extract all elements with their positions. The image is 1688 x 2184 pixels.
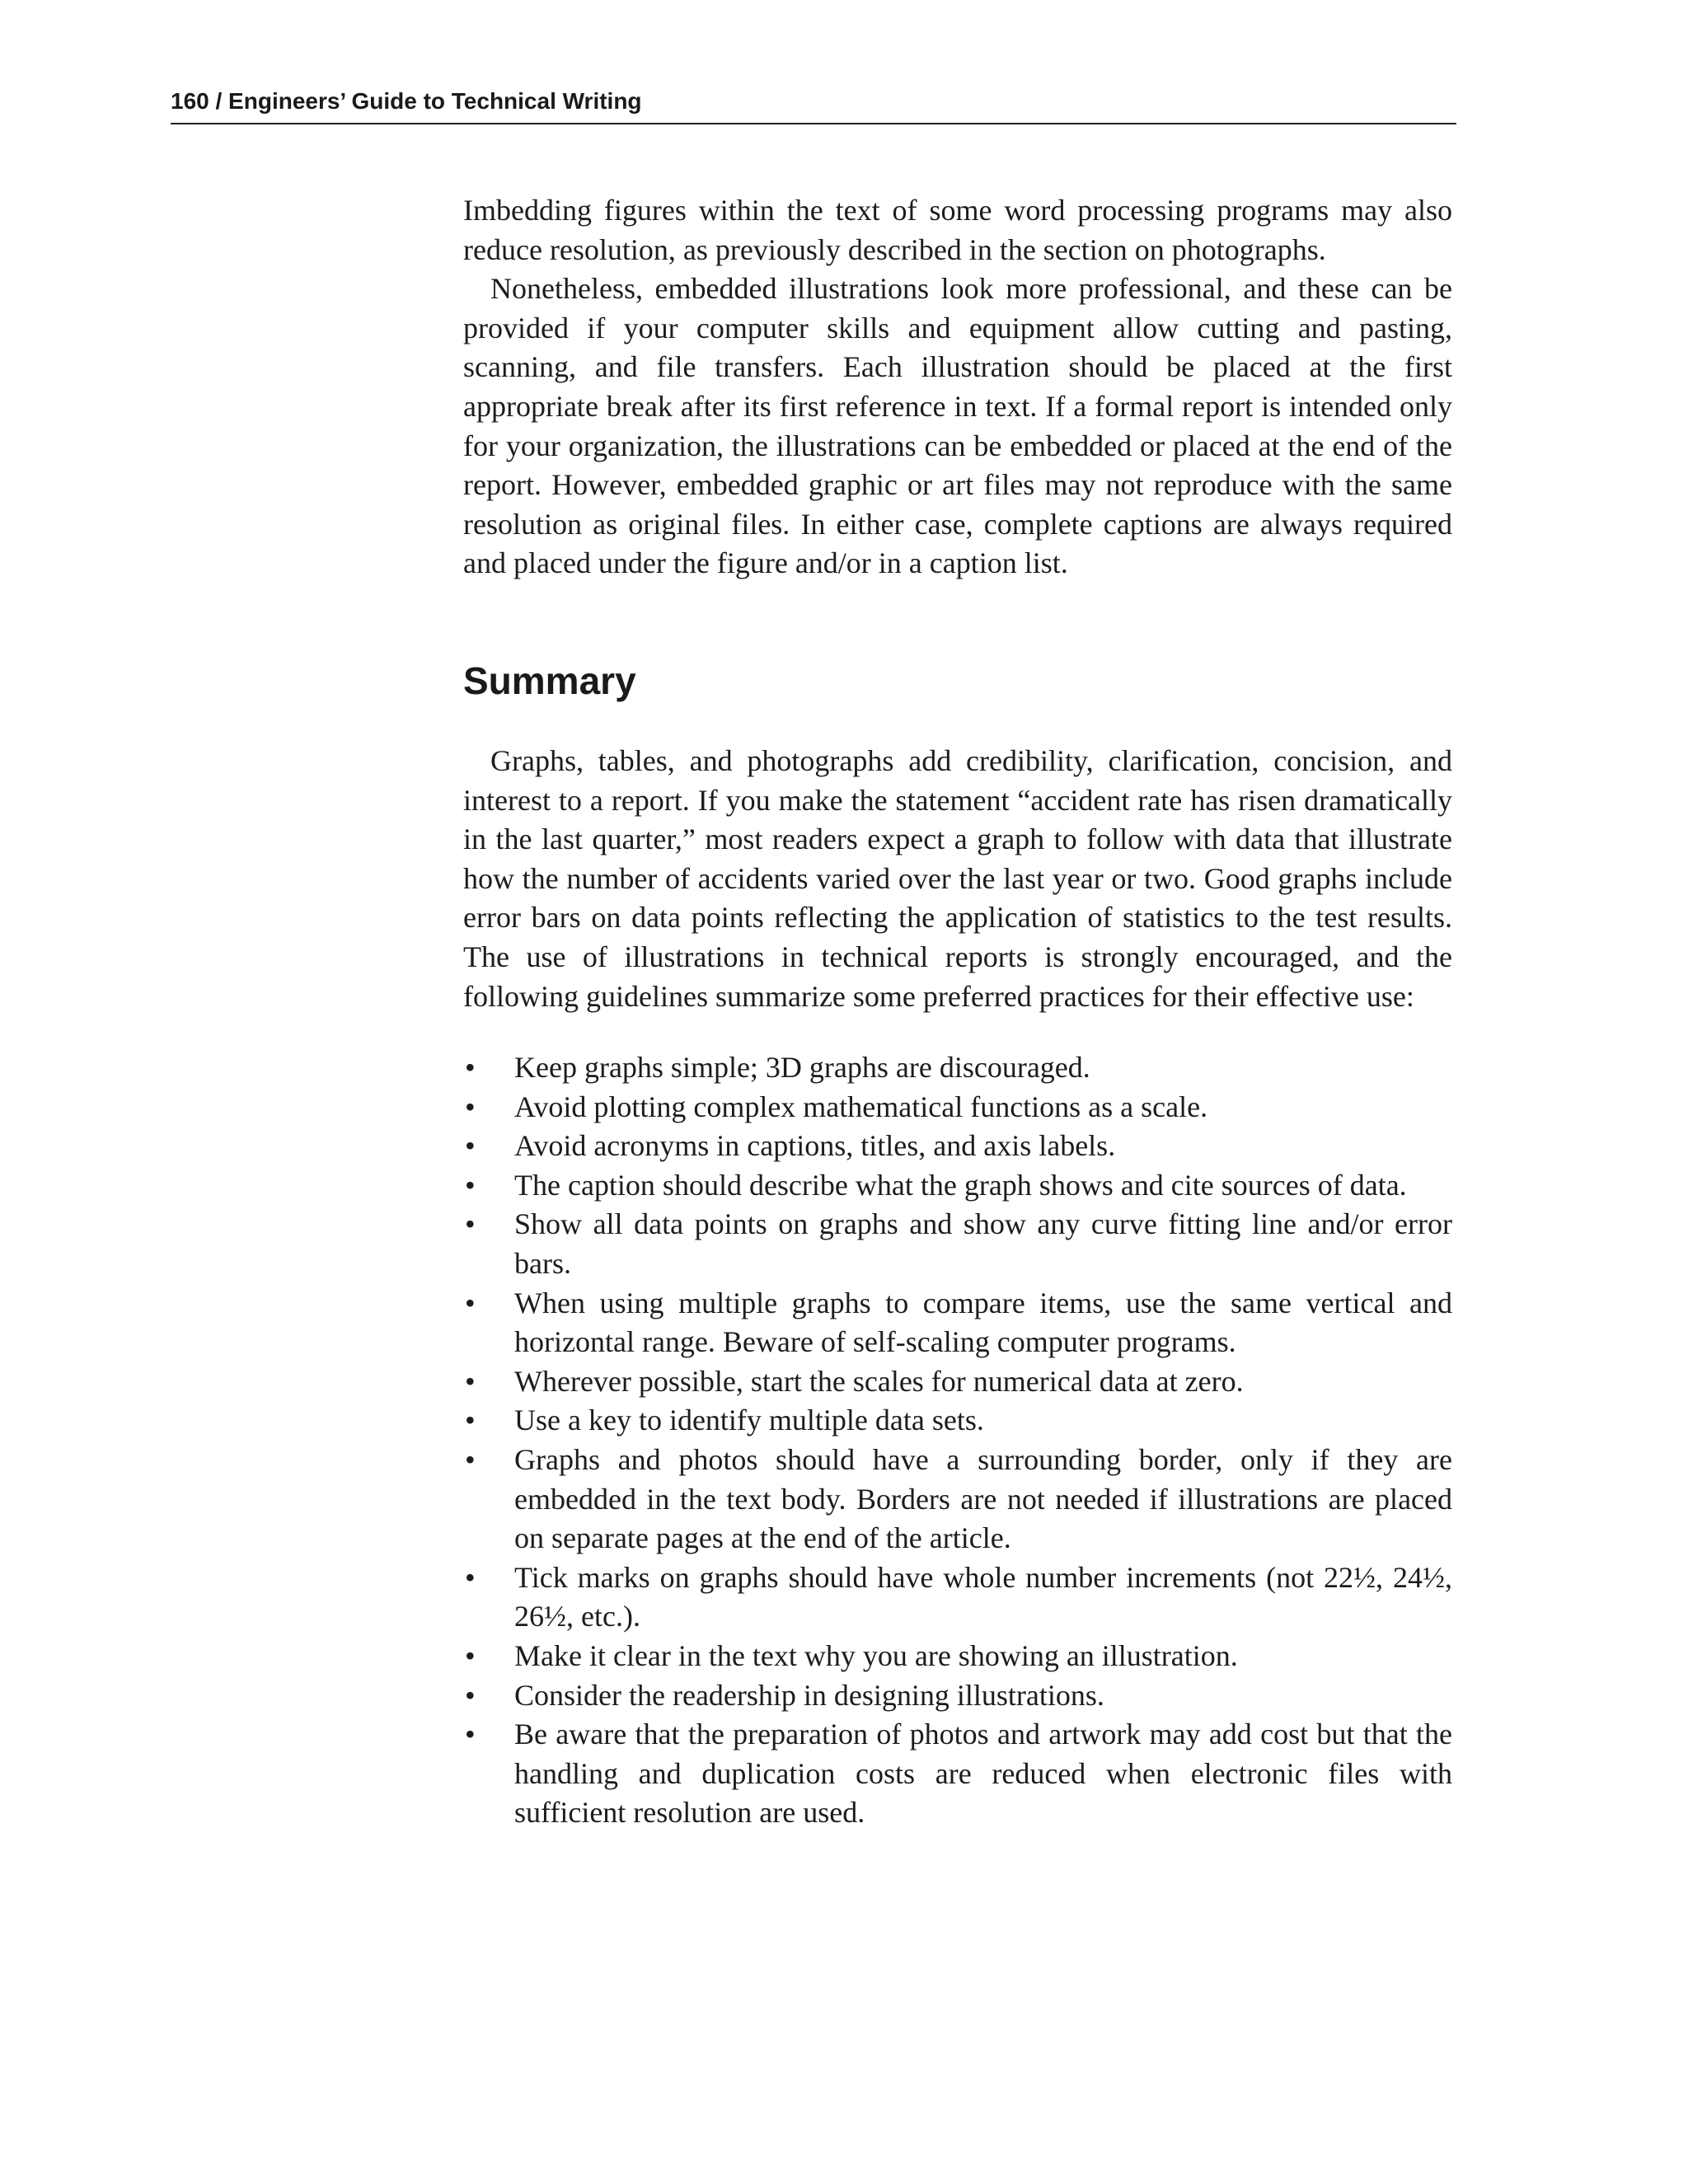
list-item (463, 1441, 1452, 1558)
list-item (463, 1362, 1452, 1402)
list-item (463, 1166, 1452, 1206)
bullet-icon: • (465, 1129, 476, 1163)
list-item-text: Avoid acronyms in captions, titles, and axis labels. (514, 1129, 1116, 1163)
list-item (463, 1048, 1452, 1088)
running-head (171, 85, 1456, 124)
body-paragraph-2: Nonetheless, embedded illustrations look more professional, and these can be provided if your computer skills and equipment allow cutting and pasting, scanning, and file transfers. Each illustration should be placed at the first appropriate break after its first reference in text. If a formal report is intended only for your organization, the illustrations can be embedded or placed at the end of the report. However, embedded graphic or art files may not reproduce with the same resolution as original files. In either case, complete captions are always required and placed under the figure and/or in a caption list. (463, 272, 1452, 580)
bullet-icon: • (465, 1051, 476, 1085)
running-head-text: 160 / Engineers’ Guide to Technical Writing (171, 88, 642, 114)
list-item (463, 1637, 1452, 1676)
list-item (463, 1127, 1452, 1166)
bullet-icon: • (465, 1560, 476, 1594)
bullet-icon: • (465, 1404, 476, 1437)
section-heading-summary: Summary (463, 658, 636, 702)
bullet-icon: • (465, 1207, 476, 1241)
list-item (463, 1676, 1452, 1716)
guidelines-list (463, 1048, 1452, 1833)
bullet-icon: • (465, 1639, 476, 1672)
bullet-icon: • (465, 1286, 476, 1319)
list-item (463, 1558, 1452, 1637)
body-paragraph-1: Imbedding figures within the text of some word processing programs may also reduce resolution, as previously described in the section on photographs. (463, 194, 1452, 266)
list-item-text: Keep graphs simple; 3D graphs are discouraged. (514, 1051, 1090, 1085)
bullet-icon: • (465, 1090, 476, 1123)
list-item-text: Be aware that the preparation of photos and artwork may add cost but that the handling and duplication costs are reduced when electronic files with sufficient resolution are used. (514, 1718, 1452, 1830)
list-item-text: When using multiple graphs to compare items, use the same vertical and horizontal range. Beware of self-scaling computer programs. (514, 1286, 1452, 1359)
list-item-text: Tick marks on graphs should have whole number increments (not 22½, 24½, 26½, etc.). (514, 1560, 1452, 1633)
list-item-text: Show all data points on graphs and show any curve fitting line and/or error bars. (514, 1207, 1452, 1281)
list-item-text: Consider the readership in designing illustrations. (514, 1678, 1104, 1712)
bullet-icon: • (465, 1718, 476, 1751)
list-item-text: Wherever possible, start the scales for numerical data at zero. (514, 1364, 1244, 1398)
bullet-icon: • (465, 1364, 476, 1398)
list-item (463, 1284, 1452, 1362)
list-item (463, 1715, 1452, 1833)
page-body (463, 191, 1452, 1833)
list-item-text: The caption should describe what the graph shows and cite sources of data. (514, 1168, 1407, 1202)
list-item (463, 1401, 1452, 1441)
list-item (463, 1088, 1452, 1127)
list-item-text: Avoid plotting complex mathematical functions as a scale. (514, 1090, 1208, 1123)
summary-paragraph: Graphs, tables, and photographs add credibility, clarification, concision, and interest to a report. If you make the statement “accident rate has risen dramatically in the last quarter,” most readers expect a graph to follow with data that illustrate how the number of accidents varied over the last year or two. Good graphs include error bars on data points reflecting the application of statistics to the test results. The use of illustrations in technical reports is strongly encouraged, and the following guidelines summarize some preferred practices for their effective use: (463, 743, 1452, 1013)
bullet-icon: • (465, 1168, 476, 1202)
list-item-text: Graphs and photos should have a surrounding border, only if they are embedded in the text body. Borders are not needed if illustrations are placed on separate pages at the end of the article. (514, 1443, 1452, 1555)
list-item-text: Use a key to identify multiple data sets. (514, 1404, 984, 1437)
bullet-icon: • (465, 1678, 476, 1712)
bullet-icon: • (465, 1443, 476, 1477)
list-item (463, 1205, 1452, 1283)
list-item-text: Make it clear in the text why you are showing an illustration. (514, 1639, 1238, 1672)
